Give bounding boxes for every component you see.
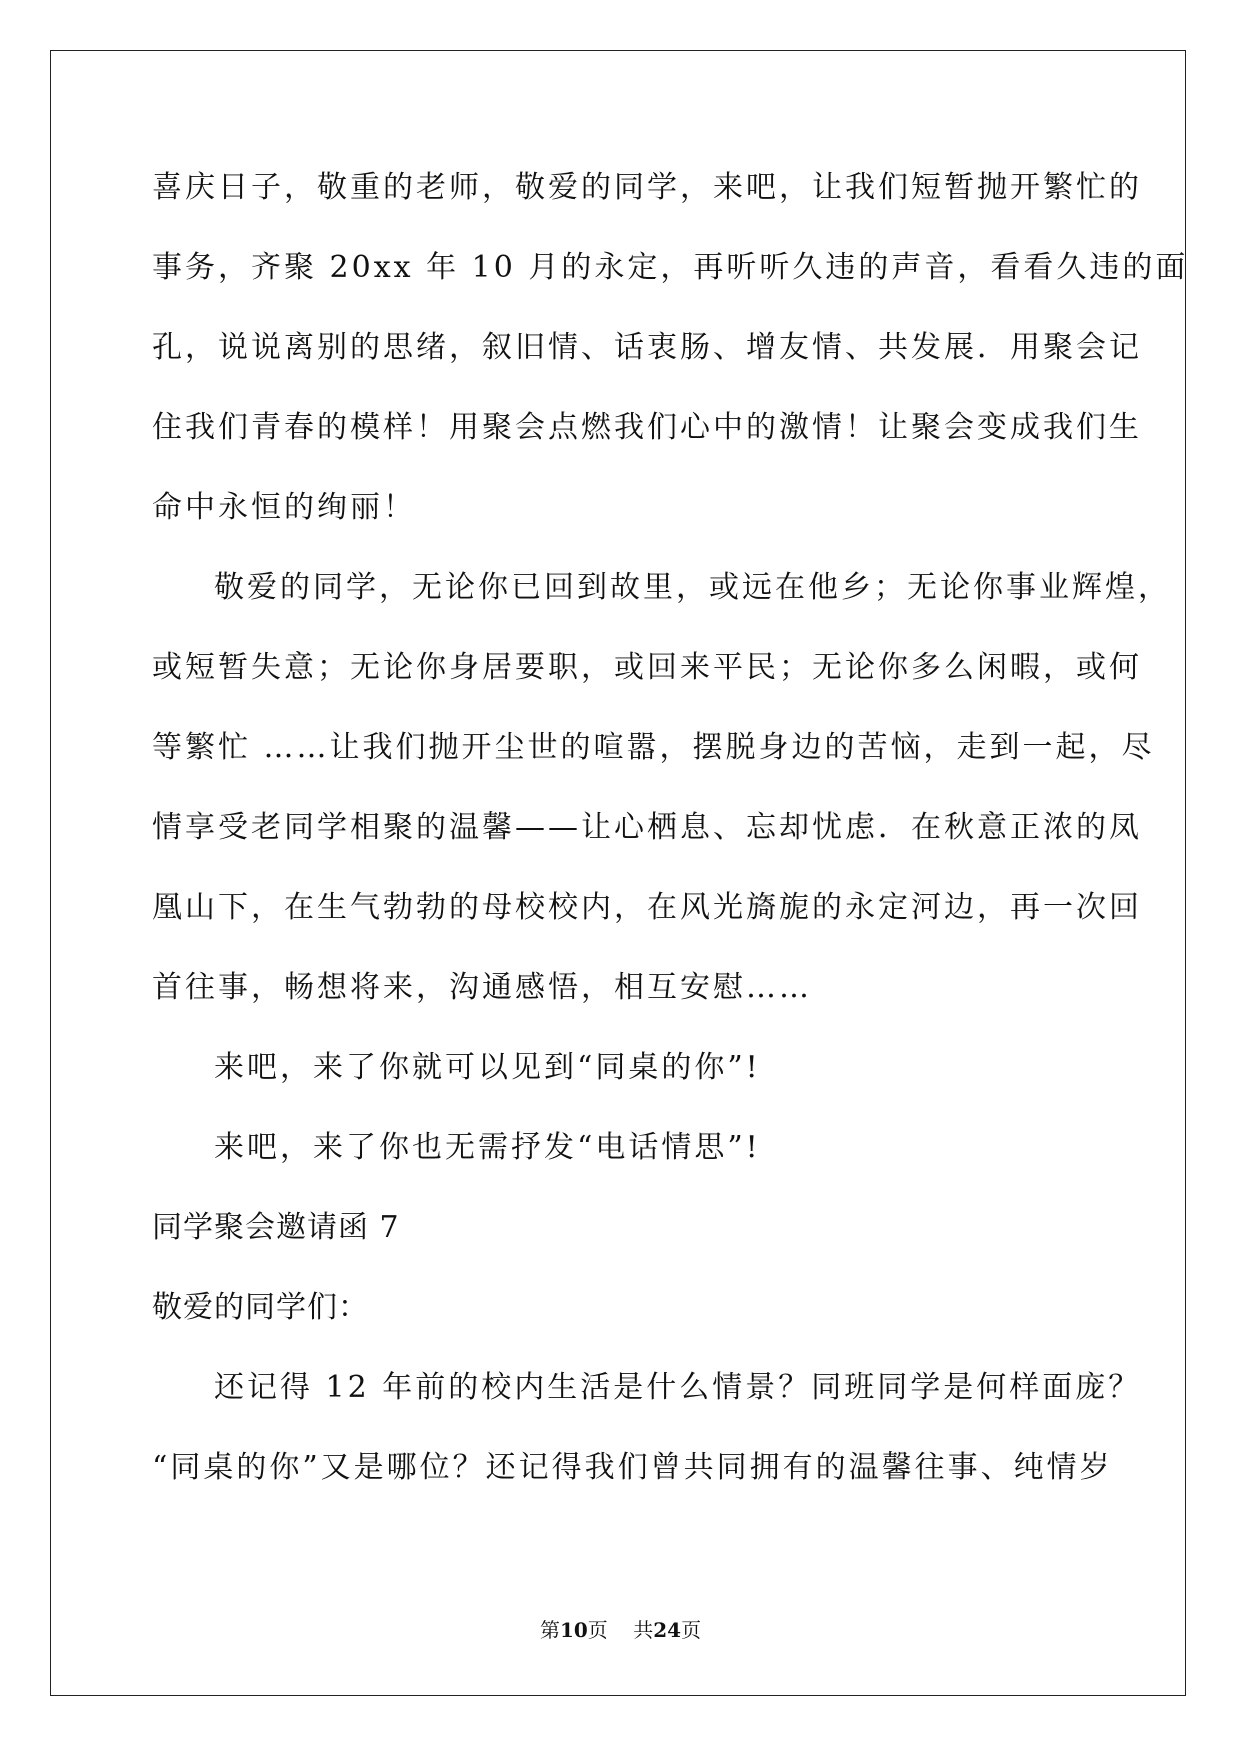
paragraph-start-line: 敬爱的同学，无论你已回到故里，或远在他乡；无论你事业辉煌， <box>214 570 1171 605</box>
text-line: 命中永恒的绚丽！ <box>152 490 416 525</box>
paragraph-start-line: 来吧，来了你就可以见到“同桌的你”! <box>214 1050 761 1085</box>
text-line: 首往事，畅想将来，沟通感悟，相互安慰…… <box>152 970 812 1005</box>
document-body <box>152 148 1189 1508</box>
section-heading: 同学聚会邀请函 7 <box>152 1210 400 1245</box>
salutation: 敬爱的同学们： <box>152 1290 369 1325</box>
total-page-number: 24 <box>653 1618 682 1642</box>
paragraph-start-line: 还记得 12 年前的校内生活是什么情景？同班同学是何样面庞？ <box>214 1370 1142 1405</box>
text-line: 住我们青春的模样！用聚会点燃我们心中的激情！让聚会变成我们生 <box>152 410 1142 445</box>
text-line: 孔，说说离别的思绪，叙旧情、话衷肠、增友情、共发展．用聚会记 <box>152 330 1142 365</box>
page-footer <box>0 1618 1241 1642</box>
current-page-number: 10 <box>559 1618 588 1642</box>
text-line: 情享受老同学相聚的温馨——让心栖息、忘却忧虑．在秋意正浓的凤 <box>152 810 1142 845</box>
text-line: 等繁忙 ……让我们抛开尘世的喧嚣，摆脱身边的苦恼，走到一起，尽 <box>152 730 1155 765</box>
text-line: 喜庆日子，敬重的老师，敬爱的同学，来吧，让我们短暂抛开繁忙的 <box>152 170 1142 205</box>
text-line: 或短暂失意；无论你身居要职，或回来平民；无论你多么闲暇，或何 <box>152 650 1142 685</box>
footer-middle: 页 共 <box>587 1618 654 1642</box>
text-line: “同桌的你”又是哪位？还记得我们曾共同拥有的温馨往事、纯情岁 <box>152 1450 1113 1485</box>
footer-prefix: 第 <box>539 1618 560 1642</box>
paragraph-start-line: 来吧，来了你也无需抒发“电话情思”! <box>214 1130 761 1165</box>
footer-suffix: 页 <box>681 1618 702 1642</box>
text-line: 凰山下，在生气勃勃的母校校内，在风光旖旎的永定河边，再一次回 <box>152 890 1142 925</box>
text-line: 事务，齐聚 20xx 年 10 月的永定，再听听久违的声音，看看久违的面 <box>152 250 1189 285</box>
